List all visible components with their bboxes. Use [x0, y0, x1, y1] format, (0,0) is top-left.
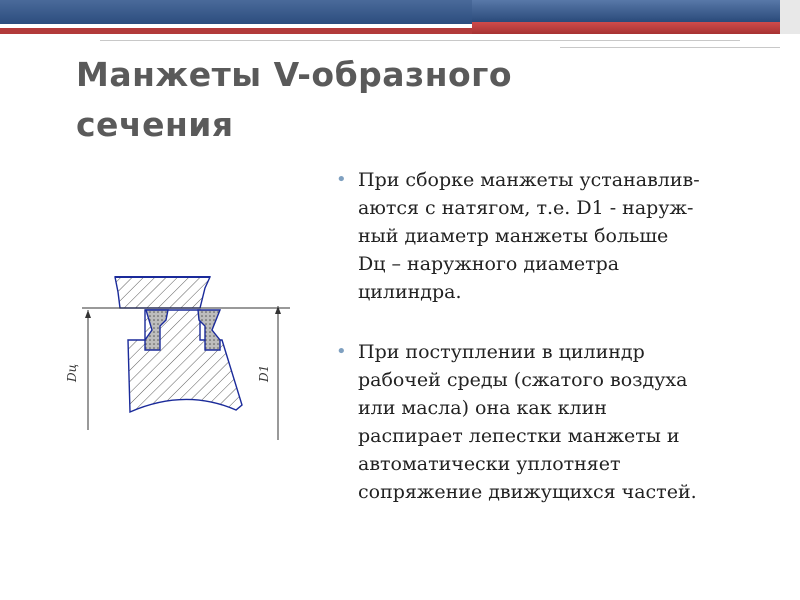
bullet-line: сопряжение движущихся частей.: [358, 481, 697, 503]
bullet-item-2: [334, 338, 774, 506]
bullet-line: При поступлении в цилиндр: [358, 341, 645, 363]
bullet-line: рабочей среды (сжатого воздуха: [358, 369, 688, 391]
divider-line-short: [560, 47, 780, 48]
slide-title-line2: сечения: [76, 105, 234, 144]
arrow-right-icon: [275, 306, 281, 314]
bullet-line: или масла) она как клин: [358, 397, 607, 419]
bullet-line: аются с натягом, т.е. D1 - наруж-: [358, 197, 694, 219]
bullet-line: цилиндра.: [358, 281, 462, 303]
bullet-line: автоматически уплотняет: [358, 453, 621, 475]
arrow-left-icon: [85, 310, 91, 318]
stripe-red-right: [472, 22, 790, 34]
bullet-line: Dц – наружного диаметра: [358, 253, 620, 275]
bullet-list: [334, 166, 774, 506]
piston-body: [128, 310, 242, 412]
slide-title: [76, 50, 596, 150]
bullet-line: ный диаметр манжеты больше: [358, 225, 669, 247]
bullet-dot-icon: •: [336, 341, 347, 362]
slide-title-line1: Манжеты V-образного: [76, 55, 513, 94]
label-d1: D1: [257, 364, 271, 382]
label-dc: Dц: [65, 364, 79, 382]
bullet-item-1: [334, 166, 774, 306]
bullet-line: При сборке манжеты устанавлив-: [358, 169, 700, 191]
corner-shadow: [780, 0, 800, 34]
bullet-line: распирает лепестки манжеты и: [358, 425, 680, 447]
divider-line: [100, 40, 740, 41]
stripe-blue-right: [472, 0, 790, 22]
bullet-dot-icon: •: [336, 169, 347, 190]
cylinder-wall: [115, 277, 210, 308]
v-seal-drawing: [60, 270, 300, 445]
